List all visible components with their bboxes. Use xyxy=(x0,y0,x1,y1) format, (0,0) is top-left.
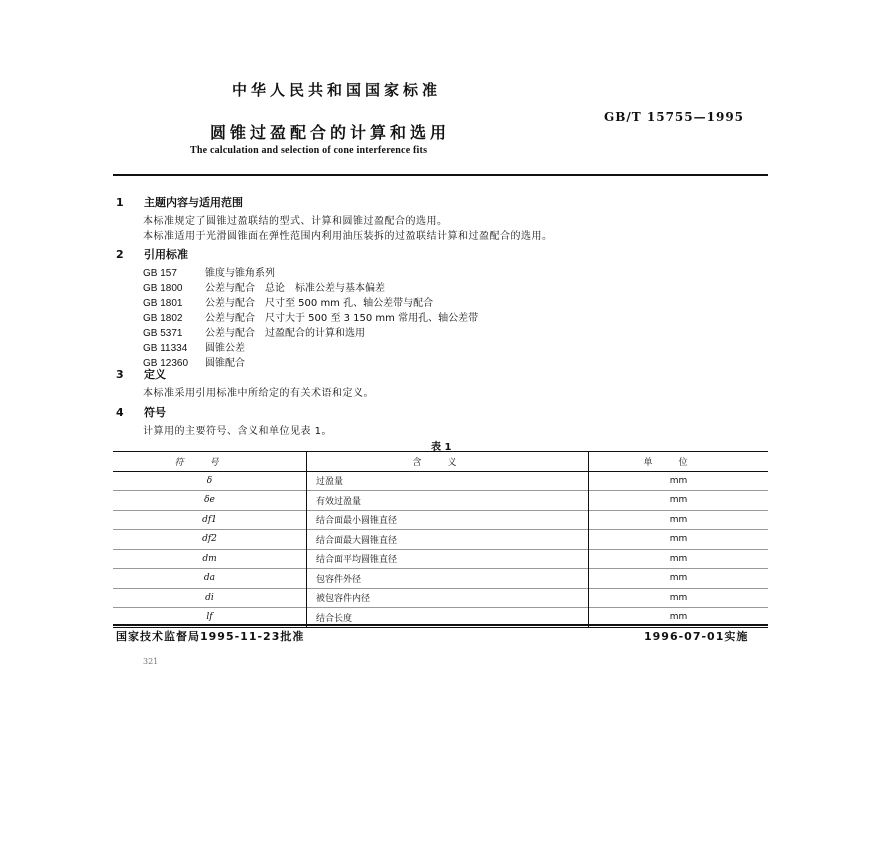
unit-cell: mm xyxy=(589,471,769,491)
meaning-cell: 过盈量 xyxy=(307,471,589,491)
symbol-cell: δe xyxy=(113,491,307,511)
reference-item: GB 11334 圆锥公差 xyxy=(143,343,245,354)
footer-divider xyxy=(113,624,768,626)
english-title: The calculation and selection of cone interference fits xyxy=(190,145,428,156)
national-standard-title: 中华人民共和国国家标准 xyxy=(232,81,442,99)
reference-item: GB 5371 公差与配合 过盈配合的计算和选用 xyxy=(143,328,365,339)
table-header-row xyxy=(113,452,768,472)
meaning-cell: 结合长度 xyxy=(307,608,589,628)
section-4-heading: 4 符号 xyxy=(116,406,166,419)
unit-cell: mm xyxy=(589,510,769,530)
symbol-table xyxy=(113,451,768,628)
table-row xyxy=(113,510,768,530)
implementation-date: 1996-07-01实施 xyxy=(644,630,749,643)
reference-item: GB 1802 公差与配合 尺寸大于 500 至 3 150 mm 常用孔、轴公差带 xyxy=(143,313,479,324)
symbol-cell: di xyxy=(113,588,307,608)
header-divider xyxy=(113,174,768,176)
header-meaning: 含义 xyxy=(307,452,589,472)
symbol-cell: df1 xyxy=(113,510,307,530)
symbol-cell: lf xyxy=(113,608,307,628)
unit-cell: mm xyxy=(589,530,769,550)
unit-cell: mm xyxy=(589,491,769,511)
section-2-heading: 2 引用标准 xyxy=(116,248,188,261)
header-symbol: 符号 xyxy=(113,452,307,472)
unit-cell: mm xyxy=(589,569,769,589)
symbol-cell: da xyxy=(113,569,307,589)
approval-date: 国家技术监督局1995-11-23批准 xyxy=(116,630,305,643)
meaning-cell: 包容件外径 xyxy=(307,569,589,589)
section-1-heading: 1 主题内容与适用范围 xyxy=(116,196,243,209)
table-row xyxy=(113,549,768,569)
reference-item: GB 1801 公差与配合 尺寸至 500 mm 孔、轴公差带与配合 xyxy=(143,298,434,309)
unit-cell: mm xyxy=(589,588,769,608)
section-3-heading: 3 定义 xyxy=(116,368,166,381)
unit-cell: mm xyxy=(589,549,769,569)
section-1-paragraph-1: 本标准规定了圆锥过盈联结的型式、计算和圆锥过盈配合的选用。 xyxy=(143,216,448,227)
reference-item: GB 1800 公差与配合 总论 标准公差与基本偏差 xyxy=(143,283,385,294)
table-row xyxy=(113,588,768,608)
meaning-cell: 结合面最大圆锥直径 xyxy=(307,530,589,550)
unit-cell: mm xyxy=(589,608,769,628)
section-1-paragraph-2: 本标准适用于光滑圆锥面在弹性范围内利用油压装拆的过盈联结计算和过盈配合的选用。 xyxy=(143,231,553,242)
symbol-cell: dm xyxy=(113,549,307,569)
meaning-cell: 有效过盈量 xyxy=(307,491,589,511)
table-caption: 表 1 xyxy=(431,442,452,453)
meaning-cell: 结合面最小圆锥直径 xyxy=(307,510,589,530)
table-row xyxy=(113,530,768,550)
section-3-paragraph: 本标准采用引用标准中所给定的有关术语和定义。 xyxy=(143,388,374,399)
table-row xyxy=(113,569,768,589)
meaning-cell: 结合面平均圆锥直径 xyxy=(307,549,589,569)
header-unit: 单位 xyxy=(589,452,769,472)
table-row xyxy=(113,491,768,511)
reference-item: GB 12360 圆锥配合 xyxy=(143,358,245,369)
standard-number: GB/T 15755—1995 xyxy=(604,110,745,124)
reference-item: GB 157 锥度与锥角系列 xyxy=(143,268,275,279)
symbol-cell: df2 xyxy=(113,530,307,550)
meaning-cell: 被包容件内径 xyxy=(307,588,589,608)
reference-list xyxy=(143,266,478,371)
section-4-paragraph: 计算用的主要符号、含义和单位见表 1。 xyxy=(143,426,333,437)
chinese-title: 圆锥过盈配合的计算和选用 xyxy=(210,123,451,142)
symbol-cell: δ xyxy=(113,471,307,491)
table-row xyxy=(113,471,768,491)
page-number: 321 xyxy=(143,657,159,666)
